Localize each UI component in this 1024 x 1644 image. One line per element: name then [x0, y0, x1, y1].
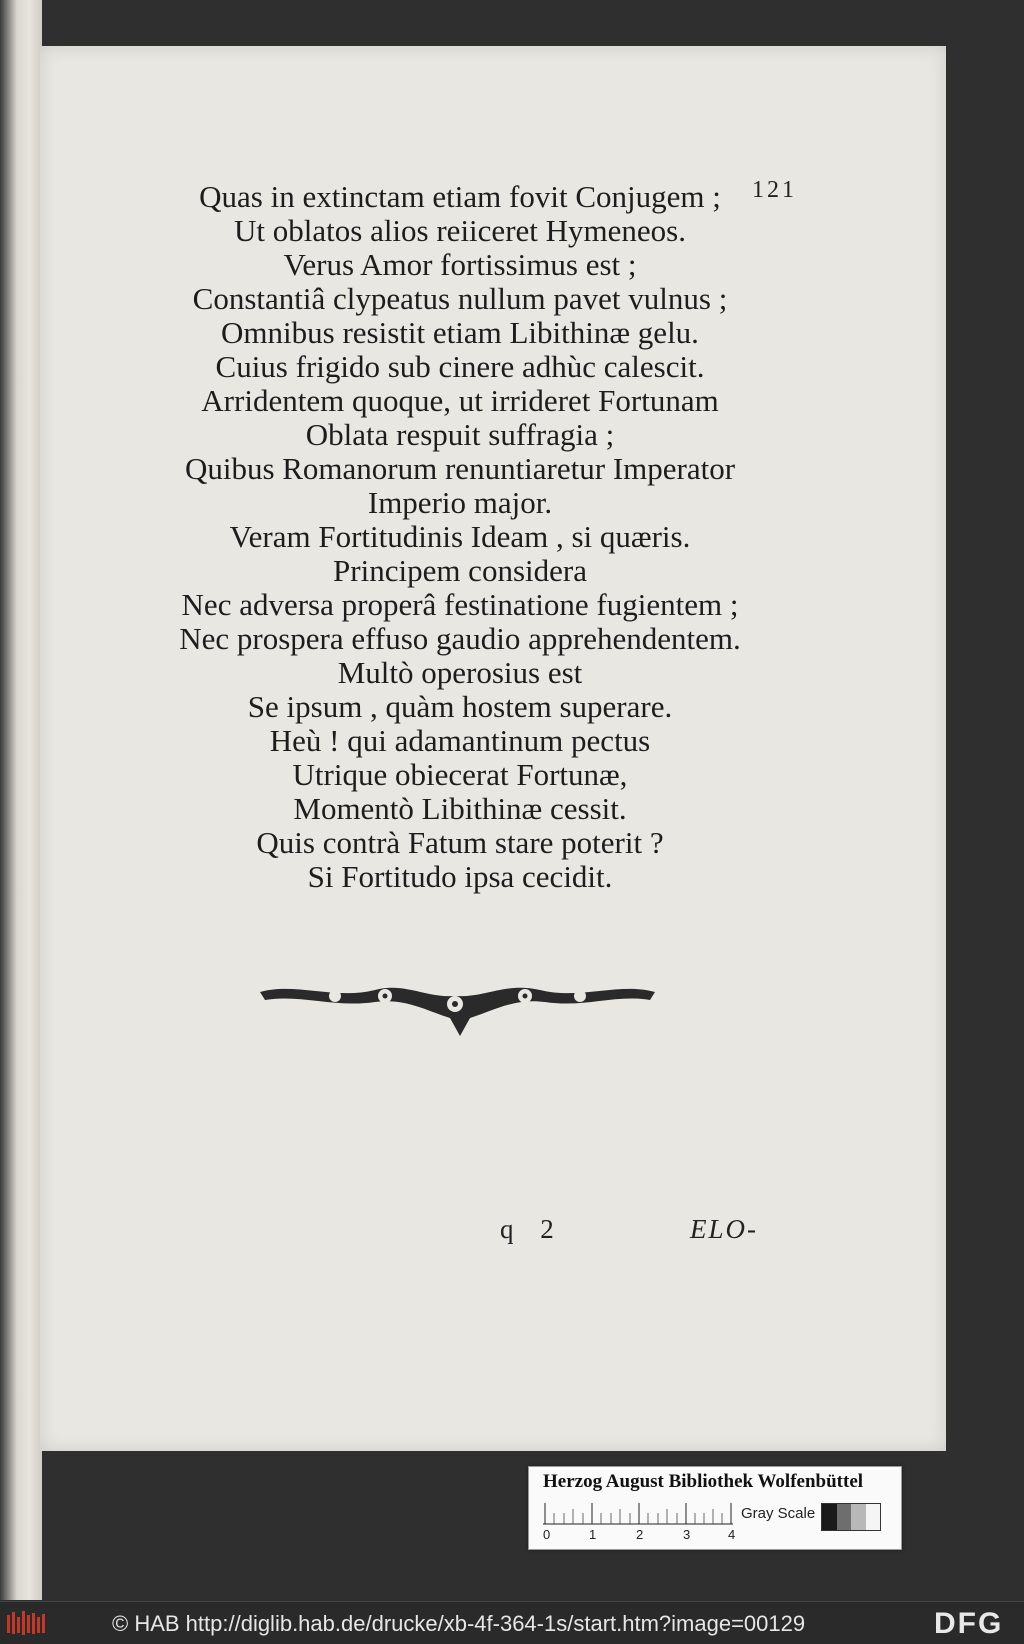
text-line: Utrique obiecerat Fortunæ, — [292, 757, 628, 792]
copyright-url[interactable]: © HAB http://diglib.hab.de/drucke/xb-4f-364-1s/start.htm?image=00129 — [112, 1611, 806, 1636]
text-line: Momentò Libithinæ cessit. — [293, 791, 627, 826]
ruler-number: 1 — [589, 1527, 597, 1542]
poem-text — [140, 180, 780, 894]
printers-ornament — [255, 978, 660, 1040]
text-line: Imperio major. — [367, 485, 553, 520]
text-line: Oblata respuit suffragia ; — [305, 417, 615, 452]
text-line: Quibus Romanorum renuntiaretur Imperator — [184, 451, 736, 486]
text-line: Heù ! qui adamantinum pectus — [269, 723, 651, 758]
ruler-number: 4 — [728, 1527, 736, 1542]
text-line: Nec adversa properâ festinatione fugientem ; — [181, 587, 739, 622]
hab-logo-icon — [6, 1609, 46, 1637]
text-line: Nec prospera effuso gaudio apprehendentem. — [179, 621, 741, 656]
signature-mark: q 2 — [500, 1214, 564, 1244]
text-line: Se ipsum , quàm hostem superare. — [247, 689, 673, 724]
ruler-number: 0 — [543, 1527, 551, 1542]
color-calibration-ruler — [528, 1466, 902, 1550]
text-line: Omnibus resistit etiam Libithinæ gelu. — [221, 315, 699, 350]
text-line: Cuius frigido sub cinere adhùc calescit. — [215, 349, 705, 384]
text-line: Multò operosius est — [337, 655, 583, 690]
text-line: Quas in extinctam etiam fovit Conjugem ; — [199, 179, 721, 214]
text-line: Principem considera — [333, 553, 587, 588]
text-line: Constantiâ clypeatus nullum pavet vulnus ; — [192, 281, 728, 316]
text-line: Si Fortitudo ipsa cecidit. — [307, 859, 613, 894]
ruler-number: 2 — [636, 1527, 644, 1542]
page-number: 121 — [752, 177, 797, 203]
footer-bar — [0, 1601, 1024, 1644]
dfg-logo: DFG — [934, 1607, 1004, 1640]
book-spine-edge — [0, 0, 42, 1600]
text-line: Veram Fortitudinis Ideam , si quæris. — [229, 519, 691, 554]
ruler-scale — [543, 1503, 733, 1525]
gray-scale-label: Gray Scale — [741, 1505, 816, 1522]
gray-scale-swatch — [821, 1503, 881, 1531]
ruler-number: 3 — [683, 1527, 691, 1542]
catchword: ELO- — [690, 1214, 758, 1244]
text-line: Verus Amor fortissimus est ; — [283, 247, 637, 282]
text-line: Arridentem quoque, ut irrideret Fortunam — [201, 383, 719, 418]
ruler-title: Herzog August Bibliothek Wolfenbüttel — [543, 1471, 864, 1492]
text-line: Ut oblatos alios reiiceret Hymeneos. — [234, 213, 686, 248]
text-line: Quis contrà Fatum stare poterit ? — [256, 825, 664, 860]
